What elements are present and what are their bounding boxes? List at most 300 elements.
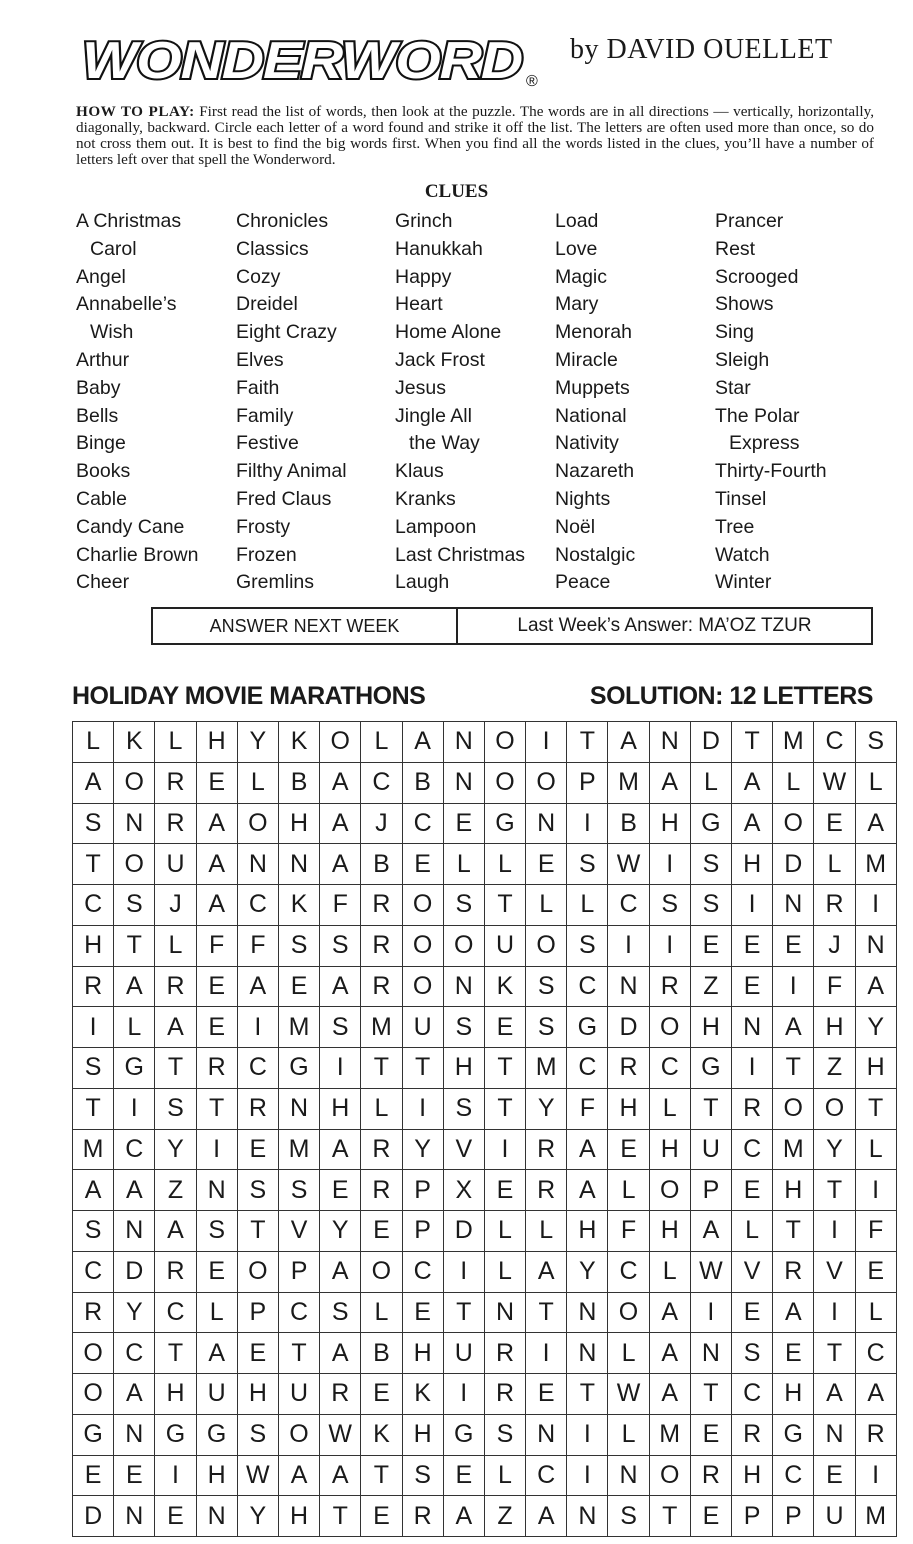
grid-cell[interactable]: T [155,1048,196,1089]
grid-cell[interactable]: R [320,1374,361,1415]
grid-cell[interactable]: M [73,1129,114,1170]
grid-cell[interactable]: T [402,1048,443,1089]
grid-cell[interactable]: F [855,1211,896,1252]
grid-cell[interactable]: O [526,762,567,803]
grid-cell[interactable]: R [155,966,196,1007]
grid-cell[interactable]: N [526,803,567,844]
grid-cell[interactable]: E [773,1333,814,1374]
grid-cell[interactable]: C [114,1333,155,1374]
grid-cell[interactable]: R [237,1088,278,1129]
grid-cell[interactable]: X [443,1170,484,1211]
grid-cell[interactable]: A [443,1496,484,1537]
grid-cell[interactable]: T [814,1170,855,1211]
grid-cell[interactable]: S [73,803,114,844]
grid-cell[interactable]: M [278,1007,319,1048]
grid-cell[interactable]: I [114,1088,155,1129]
grid-cell[interactable]: Z [690,966,731,1007]
grid-cell[interactable]: O [649,1455,690,1496]
grid-cell[interactable]: I [649,925,690,966]
grid-cell[interactable]: N [814,1414,855,1455]
grid-cell[interactable]: E [484,1007,525,1048]
grid-cell[interactable]: R [649,966,690,1007]
grid-cell[interactable]: I [484,1129,525,1170]
grid-cell[interactable]: C [649,1048,690,1089]
grid-cell[interactable]: N [237,844,278,885]
grid-cell[interactable]: Y [114,1292,155,1333]
grid-cell[interactable]: A [773,1007,814,1048]
grid-cell[interactable]: T [320,1496,361,1537]
grid-cell[interactable]: K [278,722,319,763]
grid-cell[interactable]: C [73,1251,114,1292]
grid-cell[interactable]: N [278,1088,319,1129]
grid-cell[interactable]: A [814,1374,855,1415]
grid-cell[interactable]: A [320,966,361,1007]
grid-cell[interactable]: O [608,1292,649,1333]
grid-cell[interactable]: N [526,1414,567,1455]
grid-cell[interactable]: S [237,1414,278,1455]
grid-cell[interactable]: C [814,722,855,763]
grid-cell[interactable]: C [155,1292,196,1333]
grid-cell[interactable]: A [320,1129,361,1170]
grid-cell[interactable]: A [649,1333,690,1374]
grid-cell[interactable]: I [320,1048,361,1089]
grid-cell[interactable]: T [278,1333,319,1374]
grid-cell[interactable]: T [196,1088,237,1129]
grid-cell[interactable]: S [73,1048,114,1089]
grid-cell[interactable]: A [567,1129,608,1170]
grid-cell[interactable]: A [526,1251,567,1292]
grid-cell[interactable]: D [608,1007,649,1048]
grid-cell[interactable]: R [526,1129,567,1170]
grid-cell[interactable]: R [814,885,855,926]
grid-cell[interactable]: A [649,762,690,803]
grid-cell[interactable]: M [773,1129,814,1170]
grid-cell[interactable]: L [855,1129,896,1170]
grid-cell[interactable]: B [361,844,402,885]
grid-cell[interactable]: R [361,1129,402,1170]
grid-cell[interactable]: B [278,762,319,803]
grid-cell[interactable]: N [196,1496,237,1537]
grid-cell[interactable]: Z [484,1496,525,1537]
grid-cell[interactable]: S [278,1170,319,1211]
grid-cell[interactable]: I [814,1292,855,1333]
grid-cell[interactable]: M [361,1007,402,1048]
grid-cell[interactable]: S [237,1170,278,1211]
grid-cell[interactable]: F [196,925,237,966]
grid-cell[interactable]: T [855,1088,896,1129]
grid-cell[interactable]: H [690,1007,731,1048]
grid-cell[interactable]: H [567,1211,608,1252]
grid-cell[interactable]: E [526,844,567,885]
grid-cell[interactable]: A [320,1251,361,1292]
grid-cell[interactable]: D [114,1251,155,1292]
grid-cell[interactable]: U [402,1007,443,1048]
grid-cell[interactable]: O [526,925,567,966]
grid-cell[interactable]: G [73,1414,114,1455]
grid-cell[interactable]: N [443,722,484,763]
grid-cell[interactable]: E [155,1496,196,1537]
grid-cell[interactable]: C [732,1129,773,1170]
grid-cell[interactable]: C [278,1292,319,1333]
grid-cell[interactable]: W [608,844,649,885]
grid-cell[interactable]: W [320,1414,361,1455]
grid-cell[interactable]: L [484,1211,525,1252]
grid-cell[interactable]: J [814,925,855,966]
grid-cell[interactable]: R [608,1048,649,1089]
grid-cell[interactable]: S [320,1007,361,1048]
grid-cell[interactable]: G [690,803,731,844]
grid-cell[interactable]: N [608,966,649,1007]
grid-cell[interactable]: A [773,1292,814,1333]
grid-cell[interactable]: L [73,722,114,763]
grid-cell[interactable]: M [773,722,814,763]
grid-cell[interactable]: N [773,885,814,926]
grid-cell[interactable]: E [114,1455,155,1496]
grid-cell[interactable]: O [402,925,443,966]
grid-cell[interactable]: R [773,1251,814,1292]
grid-cell[interactable]: A [526,1496,567,1537]
grid-cell[interactable]: I [443,1374,484,1415]
grid-cell[interactable]: U [814,1496,855,1537]
grid-cell[interactable]: Y [567,1251,608,1292]
grid-cell[interactable]: E [196,966,237,1007]
grid-cell[interactable]: G [196,1414,237,1455]
grid-cell[interactable]: D [443,1211,484,1252]
grid-cell[interactable]: S [155,1088,196,1129]
grid-cell[interactable]: E [361,1211,402,1252]
grid-cell[interactable]: L [237,762,278,803]
grid-cell[interactable]: Y [155,1129,196,1170]
grid-cell[interactable]: C [608,1251,649,1292]
grid-cell[interactable]: H [155,1374,196,1415]
grid-cell[interactable]: P [237,1292,278,1333]
grid-cell[interactable]: G [443,1414,484,1455]
grid-cell[interactable]: R [732,1088,773,1129]
grid-cell[interactable]: K [484,966,525,1007]
grid-cell[interactable]: H [320,1088,361,1129]
grid-cell[interactable]: P [567,762,608,803]
grid-cell[interactable]: C [402,803,443,844]
grid-cell[interactable]: S [114,885,155,926]
grid-cell[interactable]: R [361,1170,402,1211]
grid-cell[interactable]: L [608,1414,649,1455]
grid-cell[interactable]: Z [155,1170,196,1211]
grid-cell[interactable]: I [608,925,649,966]
grid-cell[interactable]: O [649,1170,690,1211]
grid-cell[interactable]: P [278,1251,319,1292]
grid-cell[interactable]: L [361,1292,402,1333]
grid-cell[interactable]: E [361,1496,402,1537]
grid-cell[interactable]: U [443,1333,484,1374]
grid-cell[interactable]: H [649,803,690,844]
grid-cell[interactable]: I [402,1088,443,1129]
grid-cell[interactable]: L [484,1251,525,1292]
grid-cell[interactable]: E [278,966,319,1007]
grid-cell[interactable]: I [443,1251,484,1292]
grid-cell[interactable]: R [361,925,402,966]
grid-cell[interactable]: T [814,1333,855,1374]
grid-cell[interactable]: C [567,966,608,1007]
grid-cell[interactable]: L [567,885,608,926]
grid-cell[interactable]: A [649,1374,690,1415]
grid-cell[interactable]: C [402,1251,443,1292]
grid-cell[interactable]: E [402,844,443,885]
grid-cell[interactable]: Y [237,1496,278,1537]
grid-cell[interactable]: N [608,1455,649,1496]
grid-cell[interactable]: H [443,1048,484,1089]
grid-cell[interactable]: V [278,1211,319,1252]
grid-cell[interactable]: I [526,1333,567,1374]
grid-cell[interactable]: H [196,722,237,763]
grid-cell[interactable]: E [690,1496,731,1537]
grid-cell[interactable]: F [814,966,855,1007]
grid-cell[interactable]: T [732,722,773,763]
grid-cell[interactable]: R [73,966,114,1007]
grid-cell[interactable]: E [237,1129,278,1170]
grid-cell[interactable]: S [608,1496,649,1537]
grid-cell[interactable]: I [526,722,567,763]
grid-cell[interactable]: G [114,1048,155,1089]
grid-cell[interactable]: N [114,1496,155,1537]
grid-cell[interactable]: C [361,762,402,803]
grid-cell[interactable]: F [320,885,361,926]
grid-cell[interactable]: A [320,803,361,844]
grid-cell[interactable]: O [484,762,525,803]
grid-cell[interactable]: T [361,1048,402,1089]
grid-cell[interactable]: L [155,722,196,763]
grid-cell[interactable]: G [773,1414,814,1455]
grid-cell[interactable]: R [155,1251,196,1292]
grid-cell[interactable]: W [237,1455,278,1496]
grid-cell[interactable]: E [320,1170,361,1211]
grid-cell[interactable]: B [608,803,649,844]
grid-cell[interactable]: O [402,966,443,1007]
grid-cell[interactable]: E [732,1292,773,1333]
grid-cell[interactable]: H [773,1170,814,1211]
grid-cell[interactable]: S [567,925,608,966]
grid-cell[interactable]: S [443,1088,484,1129]
grid-cell[interactable]: S [690,844,731,885]
grid-cell[interactable]: S [649,885,690,926]
grid-cell[interactable]: E [732,1170,773,1211]
grid-cell[interactable]: T [443,1292,484,1333]
grid-cell[interactable]: L [690,762,731,803]
grid-cell[interactable]: L [155,925,196,966]
grid-cell[interactable]: T [649,1496,690,1537]
grid-cell[interactable]: I [196,1129,237,1170]
grid-cell[interactable]: O [649,1007,690,1048]
grid-cell[interactable]: C [732,1374,773,1415]
grid-cell[interactable]: L [732,1211,773,1252]
grid-cell[interactable]: A [73,762,114,803]
grid-cell[interactable]: E [361,1374,402,1415]
grid-cell[interactable]: T [567,722,608,763]
grid-cell[interactable]: S [526,966,567,1007]
grid-cell[interactable]: M [649,1414,690,1455]
grid-cell[interactable]: T [773,1211,814,1252]
grid-cell[interactable]: L [443,844,484,885]
grid-cell[interactable]: A [278,1455,319,1496]
grid-cell[interactable]: L [814,844,855,885]
grid-cell[interactable]: C [567,1048,608,1089]
grid-cell[interactable]: N [649,722,690,763]
grid-cell[interactable]: R [155,803,196,844]
grid-cell[interactable]: T [484,885,525,926]
grid-cell[interactable]: R [361,885,402,926]
grid-cell[interactable]: W [608,1374,649,1415]
grid-cell[interactable]: A [155,1211,196,1252]
grid-cell[interactable]: P [402,1211,443,1252]
grid-cell[interactable]: C [608,885,649,926]
grid-cell[interactable]: V [443,1129,484,1170]
grid-cell[interactable]: H [649,1129,690,1170]
grid-cell[interactable]: L [608,1333,649,1374]
grid-cell[interactable]: M [855,844,896,885]
grid-cell[interactable]: G [484,803,525,844]
grid-cell[interactable]: I [237,1007,278,1048]
grid-cell[interactable]: R [484,1374,525,1415]
grid-cell[interactable]: O [114,844,155,885]
grid-cell[interactable]: T [361,1455,402,1496]
grid-cell[interactable]: R [855,1414,896,1455]
grid-cell[interactable]: O [73,1374,114,1415]
grid-cell[interactable]: K [278,885,319,926]
grid-cell[interactable]: W [690,1251,731,1292]
grid-cell[interactable]: A [196,803,237,844]
grid-cell[interactable]: R [361,966,402,1007]
grid-cell[interactable]: L [361,722,402,763]
grid-cell[interactable]: H [649,1211,690,1252]
grid-cell[interactable]: C [773,1455,814,1496]
grid-cell[interactable]: O [484,722,525,763]
grid-cell[interactable]: L [649,1088,690,1129]
grid-cell[interactable]: C [526,1455,567,1496]
grid-cell[interactable]: H [196,1455,237,1496]
grid-cell[interactable]: I [567,1455,608,1496]
grid-cell[interactable]: N [443,762,484,803]
grid-cell[interactable]: A [320,1455,361,1496]
grid-cell[interactable]: Y [402,1129,443,1170]
grid-cell[interactable]: N [196,1170,237,1211]
grid-cell[interactable]: B [402,762,443,803]
grid-cell[interactable]: R [732,1414,773,1455]
grid-cell[interactable]: Y [855,1007,896,1048]
grid-cell[interactable]: M [855,1496,896,1537]
grid-cell[interactable]: N [484,1292,525,1333]
grid-cell[interactable]: E [196,762,237,803]
grid-cell[interactable]: O [773,1088,814,1129]
grid-cell[interactable]: U [278,1374,319,1415]
grid-cell[interactable]: O [402,885,443,926]
grid-cell[interactable]: R [155,762,196,803]
grid-cell[interactable]: H [773,1374,814,1415]
grid-cell[interactable]: Z [814,1048,855,1089]
grid-cell[interactable]: E [196,1007,237,1048]
grid-cell[interactable]: F [608,1211,649,1252]
grid-cell[interactable]: N [114,1211,155,1252]
grid-cell[interactable]: A [114,1374,155,1415]
grid-cell[interactable]: I [690,1292,731,1333]
grid-cell[interactable]: S [526,1007,567,1048]
grid-cell[interactable]: A [567,1170,608,1211]
grid-cell[interactable]: S [320,1292,361,1333]
grid-cell[interactable]: L [608,1170,649,1211]
grid-cell[interactable]: A [73,1170,114,1211]
grid-cell[interactable]: S [484,1414,525,1455]
grid-cell[interactable]: S [855,722,896,763]
grid-cell[interactable]: N [278,844,319,885]
grid-cell[interactable]: N [114,803,155,844]
grid-cell[interactable]: U [484,925,525,966]
grid-cell[interactable]: S [402,1455,443,1496]
grid-cell[interactable]: T [690,1374,731,1415]
grid-cell[interactable]: I [855,1170,896,1211]
grid-cell[interactable]: M [278,1129,319,1170]
grid-cell[interactable]: A [608,722,649,763]
grid-cell[interactable]: C [73,885,114,926]
grid-cell[interactable]: E [237,1333,278,1374]
grid-cell[interactable]: A [732,803,773,844]
grid-cell[interactable]: L [526,1211,567,1252]
grid-cell[interactable]: Y [814,1129,855,1170]
grid-cell[interactable]: I [732,885,773,926]
grid-cell[interactable]: H [402,1414,443,1455]
grid-cell[interactable]: N [855,925,896,966]
grid-cell[interactable]: L [855,762,896,803]
grid-cell[interactable]: E [814,803,855,844]
grid-cell[interactable]: Y [320,1211,361,1252]
grid-cell[interactable]: O [278,1414,319,1455]
grid-cell[interactable]: S [732,1333,773,1374]
grid-cell[interactable]: R [73,1292,114,1333]
grid-cell[interactable]: N [567,1333,608,1374]
grid-cell[interactable]: T [114,925,155,966]
grid-cell[interactable]: G [690,1048,731,1089]
grid-cell[interactable]: T [73,844,114,885]
grid-cell[interactable]: A [114,966,155,1007]
grid-cell[interactable]: I [732,1048,773,1089]
grid-cell[interactable]: L [196,1292,237,1333]
grid-cell[interactable]: D [773,844,814,885]
grid-cell[interactable]: A [649,1292,690,1333]
grid-cell[interactable]: H [732,1455,773,1496]
grid-cell[interactable]: N [732,1007,773,1048]
grid-cell[interactable]: L [361,1088,402,1129]
grid-cell[interactable]: O [773,803,814,844]
grid-cell[interactable]: U [196,1374,237,1415]
grid-cell[interactable]: H [814,1007,855,1048]
grid-cell[interactable]: E [690,1414,731,1455]
grid-cell[interactable]: A [320,762,361,803]
grid-cell[interactable]: L [484,1455,525,1496]
grid-cell[interactable]: S [320,925,361,966]
grid-cell[interactable]: I [567,803,608,844]
grid-cell[interactable]: A [690,1211,731,1252]
grid-cell[interactable]: I [155,1455,196,1496]
grid-cell[interactable]: E [443,803,484,844]
grid-cell[interactable]: E [608,1129,649,1170]
grid-cell[interactable]: J [361,803,402,844]
grid-cell[interactable]: A [320,1333,361,1374]
grid-cell[interactable]: A [732,762,773,803]
grid-cell[interactable]: E [690,925,731,966]
grid-cell[interactable]: S [690,885,731,926]
grid-cell[interactable]: F [237,925,278,966]
grid-cell[interactable]: S [443,885,484,926]
grid-cell[interactable]: P [732,1496,773,1537]
grid-cell[interactable]: K [402,1374,443,1415]
grid-cell[interactable]: B [361,1333,402,1374]
